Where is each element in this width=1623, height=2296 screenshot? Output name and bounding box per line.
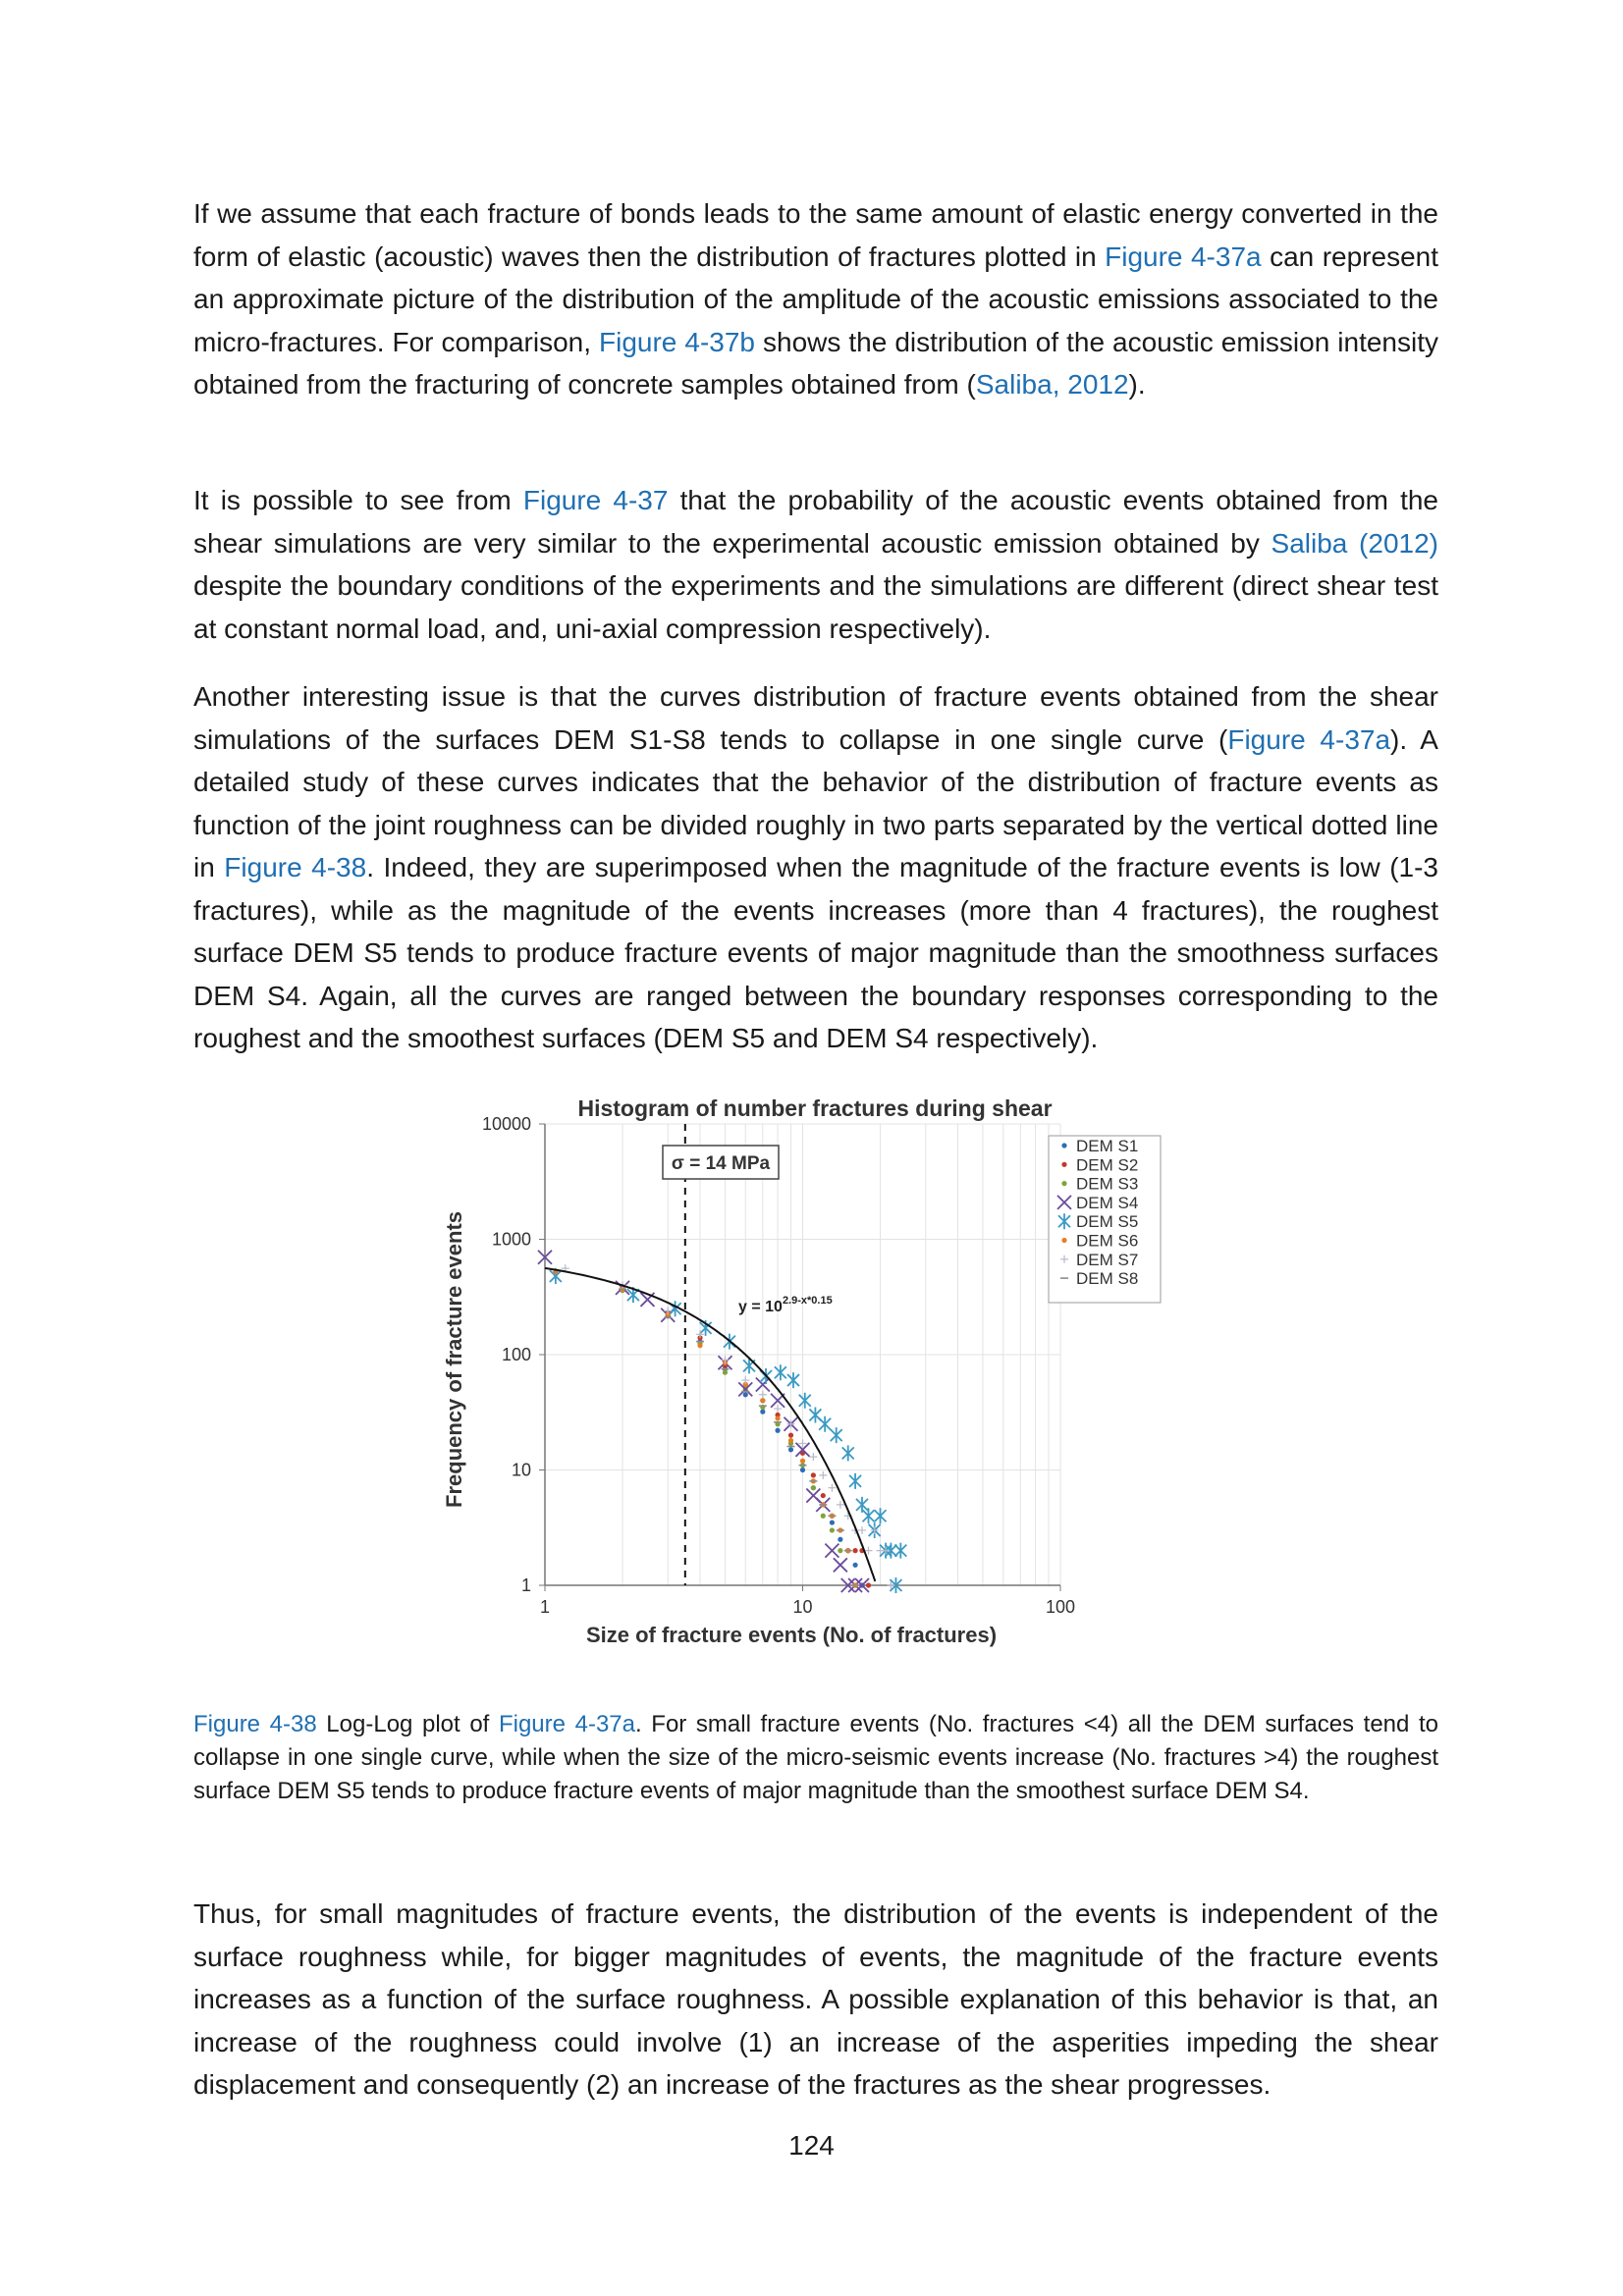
text-span: ). A detailed study of these curves indicates that the behavior of the distribution of fracture events as function of the joint roughness can be divided roughly in two parts separated by the vertical dotted line in [193,723,1438,882]
text-span: . Indeed, they are superimposed when the magnitude of the fracture events is low (1-3 fractures), while as the magnitude of the events increases (more than 4 fractures), the roughest surface DEM S5 tends to produce fracture events of major magnitude than the smoothness surfaces DEM S4. Again, all the curves are ranged between the boundary responses corresponding to the roughest and the smoothest surfaces (DEM S5 and DEM S4 respectively). [193,852,1438,1053]
paragraph-2 [193,479,1438,650]
gridlines [545,1124,1060,1585]
data-point [788,1447,793,1452]
data-point [760,1410,765,1415]
data-point [788,1438,793,1443]
marker-dot [788,1438,793,1443]
paragraph-3 [193,675,1438,1060]
data-point [821,1493,826,1498]
legend-label: DEM S5 [1076,1212,1139,1232]
marker-dot [800,1468,805,1472]
figure-link[interactable]: Figure 4-37b [599,326,756,357]
marker-dot [1061,1162,1066,1167]
legend-label: DEM S7 [1076,1250,1139,1269]
marker-dot [788,1433,793,1438]
marker-dot [723,1370,728,1375]
data-point [838,1537,842,1542]
figure-link[interactable]: Figure 4-37a [1227,723,1391,755]
legend-label: DEM S4 [1076,1193,1139,1212]
figure-4-38 [432,1085,1198,1654]
data-point [800,1468,805,1472]
marker-dot [821,1514,826,1519]
text-span: It is possible to see from [193,485,523,515]
marker-dot [775,1428,780,1433]
text-span: If we assume that each fracture of bonds leads to the same amount of elastic energy converted in the form of elastic (acoustic) waves then the distribution of fractures plotted in [193,198,1438,272]
y-tick-label: 10000 [481,1114,531,1134]
chart [432,1085,1198,1654]
data-point [723,1370,728,1375]
marker-dot [760,1410,765,1415]
x-tick-label: 100 [1045,1597,1076,1617]
text-span: Log-Log plot of [316,1711,499,1737]
data-point [830,1520,835,1524]
data-point [775,1428,780,1433]
sigma-label: σ = 14 MPa [671,1153,771,1174]
legend-marker [1061,1162,1066,1167]
marker-dot [866,1582,871,1587]
marker-dot [760,1398,765,1403]
legend-label: DEM S2 [1076,1155,1139,1175]
y-tick-label: 10 [511,1460,531,1480]
x-tick-label: 10 [792,1597,813,1617]
marker-dot [697,1343,702,1348]
page-number: 124 [788,2130,835,2161]
legend-marker [1061,1238,1066,1243]
citation-link[interactable]: Saliba, 2012 [975,369,1129,400]
marker-dot [775,1415,780,1420]
data-point [760,1398,765,1403]
text-span: can represent an approximate picture of the distribution of the amplitude of the acoustic emissions associated to the micro-fractures. For comparison, [193,240,1438,357]
marker-dot [830,1520,835,1524]
marker-dot [1061,1238,1066,1243]
marker-dot [743,1392,748,1397]
y-tick-label: 1 [520,1575,531,1595]
marker-dot [1061,1181,1066,1186]
marker-dot [821,1493,826,1498]
y-axis-label: Frequency of fracture events [442,1211,466,1508]
legend [1049,1136,1161,1303]
text-span: . For small fracture events (No. fractures <4) all the DEM surfaces tend to collapse in one single curve, while when the size of the micro-seismic events increase (No. fractures >4) the roughest surface DEM S5 tends to produce fracture events of major magnitude than the smoothest surface DEM S4. [193,1711,1439,1804]
figure-link[interactable]: Figure 4-38 [193,1711,317,1737]
marker-dot [852,1563,857,1568]
paragraph-4: Thus, for small magnitudes of fracture events, the distribution of the events is independent of the surface roughness while, for bigger magnitudes of events, the magnitude of the fracture events increases as a function of the surface roughness. A possible explanation of this behavior is that, an increase of the roughness could involve (1) an increase of the asperities impeding the shear displacement and consequently (2) an increase of the fractures as the shear progresses. [193,1898,1438,2100]
legend-label: DEM S1 [1076,1137,1139,1155]
marker-dot [838,1548,842,1553]
marker-dot [830,1527,835,1532]
marker-dot [800,1459,805,1464]
legend-marker [1061,1181,1066,1186]
marker-dot [838,1537,842,1542]
data-point [866,1582,871,1587]
citation-link[interactable]: Saliba (2012) [1271,527,1438,559]
data-point [800,1459,805,1464]
data-point [788,1433,793,1438]
text-span: Another interesting issue is that the curves distribution of fracture events obtained from the shear simulations of the surfaces DEM S1-S8 tends to collapse in one single curve ( [193,681,1438,755]
figure-link[interactable]: Figure 4-38 [224,852,367,882]
marker-dot [811,1472,816,1477]
legend-label: DEM S6 [1076,1231,1139,1251]
marker-dot [811,1485,816,1490]
text-span: ). [1128,369,1146,400]
marker-dot [788,1447,793,1452]
data-point [852,1563,857,1568]
data-point [775,1415,780,1420]
text-span: that the probability of the acoustic events obtained from the shear simulations are very similar to the experimental acoustic emission obtained by [193,485,1439,559]
data-point [811,1485,816,1490]
data-point [821,1514,826,1519]
y-tick-label: 1000 [491,1229,531,1250]
data-point [852,1548,857,1553]
figure-link[interactable]: Figure 4-37 [522,485,669,515]
data-point [697,1343,702,1348]
text-span: despite the boundary conditions of the experiments and the simulations are different (direct shear test at constant normal load, and, uni-axial compression respectively). [193,570,1438,644]
fit-equation-exponent: 2.9-x*0.15 [782,1295,833,1307]
figure-caption [193,1708,1438,1808]
chart-title: Histogram of number fractures during shear [577,1095,1053,1121]
annotation-box [663,1146,779,1179]
marker-dot [1061,1143,1066,1148]
data-point [811,1472,816,1477]
text-span: shows the distribution of the acoustic emission intensity obtained from the fracturing of concrete samples obtained from ( [193,326,1438,400]
marker-dot [852,1548,857,1553]
legend-marker [1061,1143,1066,1148]
y-tick-label: 100 [501,1345,531,1364]
legend-label: DEM S8 [1076,1269,1139,1289]
fit-equation-base: y = 10 [738,1299,783,1315]
data-point [838,1548,842,1553]
x-axis-label: Size of fracture events (No. of fractures) [585,1623,998,1647]
data-point [830,1527,835,1532]
paragraph-1 [193,192,1438,406]
data-point [743,1392,748,1397]
legend-label: DEM S3 [1076,1174,1139,1194]
x-tick-label: 1 [539,1597,551,1617]
figure-link[interactable]: Figure 4-37a [498,1711,635,1737]
figure-link[interactable]: Figure 4-37a [1105,240,1262,272]
